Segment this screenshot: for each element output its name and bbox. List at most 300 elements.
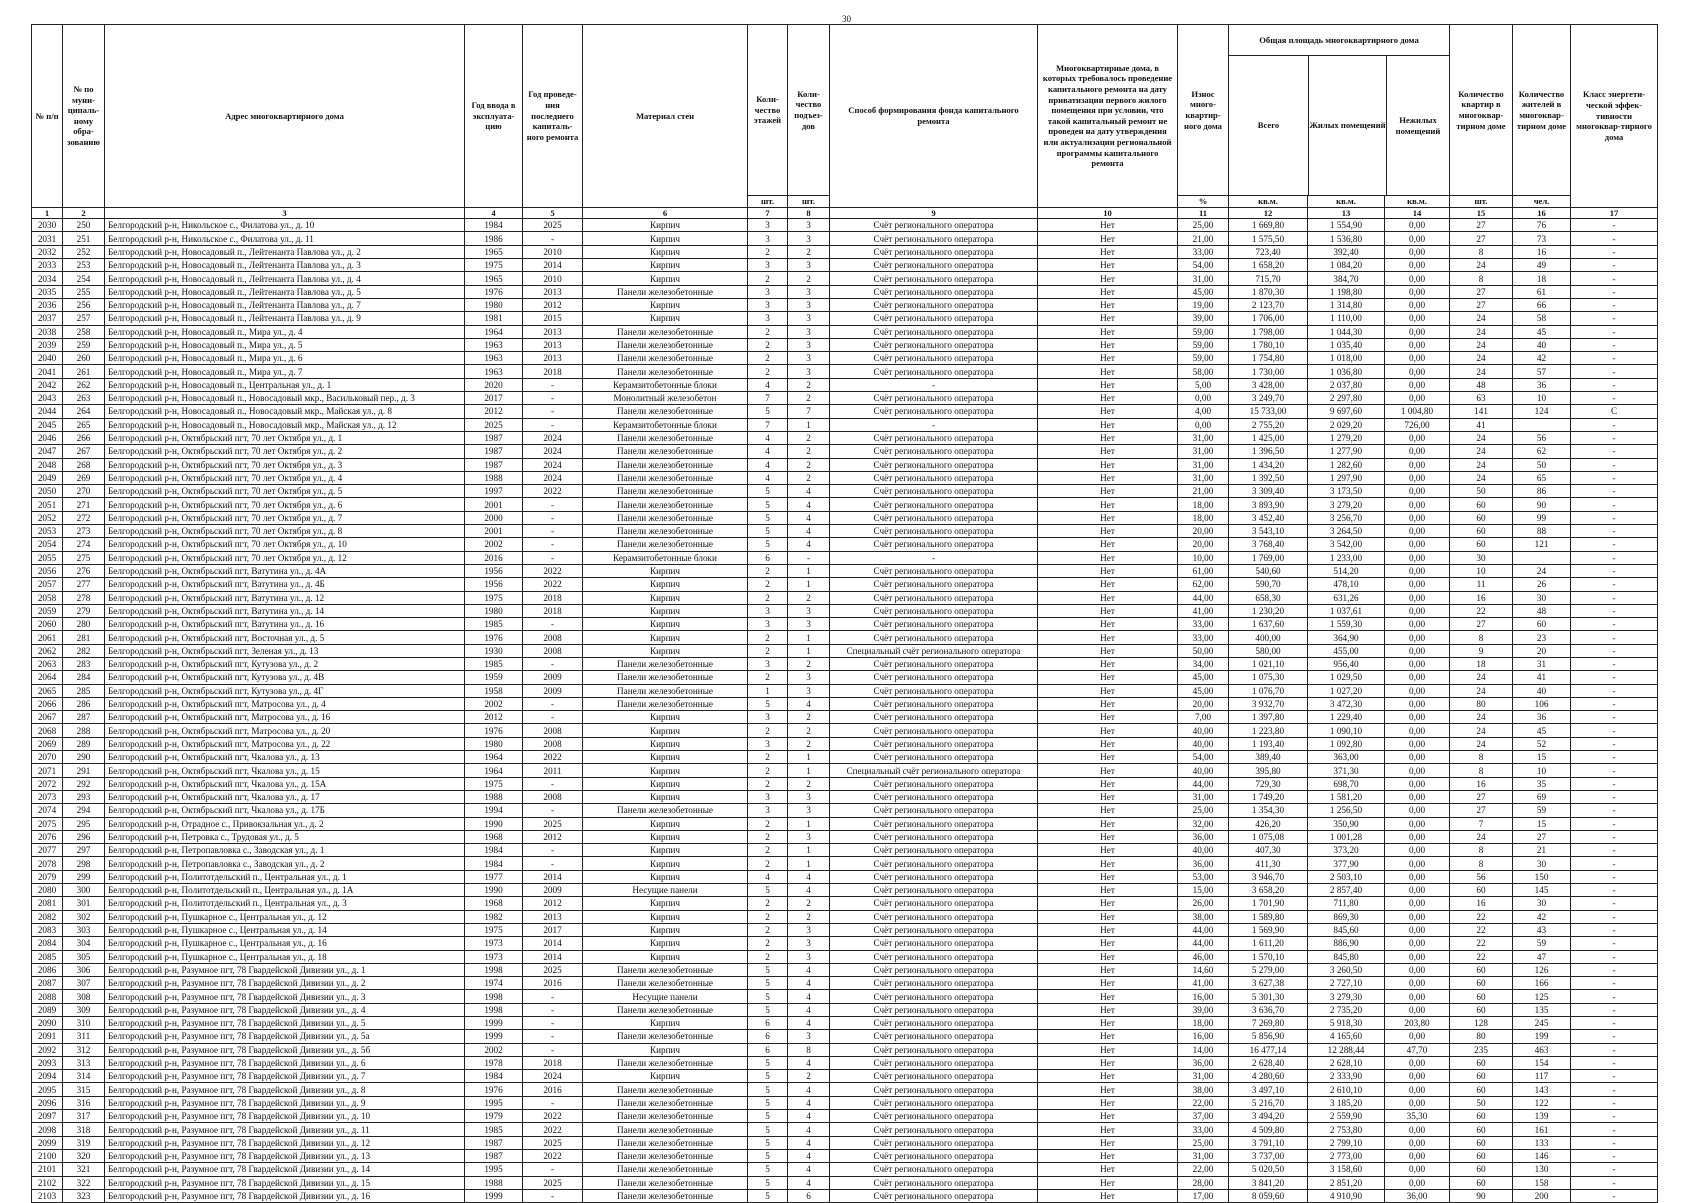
address-cell: Белгородский р-н, Разумное пгт, 78 Гвардейской Дивизии ул., д. 3 xyxy=(105,990,465,1003)
table-cell: Счёт регионального оператора xyxy=(830,857,1038,870)
table-cell: 6 xyxy=(788,1189,830,1202)
table-cell: 5 xyxy=(748,485,788,498)
table-cell: - xyxy=(1571,378,1658,391)
table-row xyxy=(32,1189,1658,1202)
table-body xyxy=(32,219,1658,1203)
table-row xyxy=(32,1110,1658,1123)
table-row xyxy=(32,245,1658,258)
address-cell: Белгородский р-н, Разумное пгт, 78 Гвардейской Дивизии ул., д. 5а xyxy=(105,1030,465,1043)
header-cell: Количество квартир в многоквар-тирном доме xyxy=(1450,25,1513,196)
address-cell: Белгородский р-н, Новосадовый п., Лейтенанта Павлова ул., д. 5 xyxy=(105,285,465,298)
table-cell: Кирпич xyxy=(583,578,748,591)
address-cell: Белгородский р-н, Разумное пгт, 78 Гвардейской Дивизии ул., д. 11 xyxy=(105,1123,465,1136)
table-cell: 0,00 xyxy=(1385,365,1450,378)
table-cell: - xyxy=(1571,697,1658,710)
table-cell: 44,00 xyxy=(1178,923,1229,936)
table-cell: 322 xyxy=(63,1176,105,1189)
table-cell: 15,00 xyxy=(1178,884,1229,897)
table-cell: 2 xyxy=(748,245,788,258)
table-cell: 4 xyxy=(788,538,830,551)
table-cell: 4 xyxy=(788,511,830,524)
table-cell: 3 xyxy=(748,657,788,670)
table-cell: 2001 xyxy=(465,498,523,511)
table-cell: 22,00 xyxy=(1178,1096,1229,1109)
table-cell: - xyxy=(523,538,583,551)
table-cell: 311 xyxy=(63,1030,105,1043)
table-cell: - xyxy=(523,378,583,391)
table-cell: Счёт регионального оператора xyxy=(830,1003,1038,1016)
table-cell: 2 628,10 xyxy=(1308,1056,1385,1069)
table-cell: - xyxy=(1571,538,1658,551)
address-cell: Белгородский р-н, Октябрьский пгт, Кутузова ул., д. 4В xyxy=(105,671,465,684)
table-cell: - xyxy=(1571,937,1658,950)
table-cell: - xyxy=(523,405,583,418)
table-cell: 63 xyxy=(1450,392,1513,405)
table-cell: - xyxy=(1571,1083,1658,1096)
table-cell: 2040 xyxy=(32,352,63,365)
table-cell: - xyxy=(1571,711,1658,724)
table-cell: Счёт регионального оператора xyxy=(830,1189,1038,1202)
table-row xyxy=(32,697,1658,710)
table-cell: 2014 xyxy=(523,259,583,272)
table-cell: 61 xyxy=(1513,285,1571,298)
address-cell: Белгородский р-н, Отрадное с., Привокзальная ул., д. 2 xyxy=(105,817,465,830)
table-cell: - xyxy=(1571,923,1658,936)
table-cell: 2025 xyxy=(523,963,583,976)
table-cell: 60 xyxy=(1450,977,1513,990)
table-cell: - xyxy=(1571,298,1658,311)
table-row xyxy=(32,1136,1658,1149)
table-cell: 1975 xyxy=(465,591,523,604)
address-cell: Белгородский р-н, Разумное пгт, 78 Гвардейской Дивизии ул., д. 12 xyxy=(105,1136,465,1149)
header-cell: № п/п xyxy=(32,25,63,208)
table-cell: 1 xyxy=(788,844,830,857)
housing-register-table xyxy=(31,24,1658,1203)
unit-cell: кв.м. xyxy=(1308,196,1385,208)
table-cell: 2000 xyxy=(465,511,523,524)
table-cell: Панели железобетонные xyxy=(583,684,748,697)
table-cell: Панели железобетонные xyxy=(583,1149,748,1162)
table-cell: 4 xyxy=(788,1110,830,1123)
table-cell: - xyxy=(1571,578,1658,591)
table-cell: 141 xyxy=(1450,405,1513,418)
table-cell: 0,00 xyxy=(1385,431,1450,444)
table-row xyxy=(32,485,1658,498)
table-cell: 161 xyxy=(1513,1123,1571,1136)
table-cell: 2008 xyxy=(523,724,583,737)
table-cell: 24 xyxy=(1450,458,1513,471)
address-cell: Белгородский р-н, Политотдельский п., Центральная ул., д. 3 xyxy=(105,897,465,910)
table-cell: - xyxy=(1571,897,1658,910)
table-row xyxy=(32,525,1658,538)
table-cell: 133 xyxy=(1513,1136,1571,1149)
table-cell: 14,60 xyxy=(1178,963,1229,976)
table-cell: 27 xyxy=(1450,618,1513,631)
table-cell: 0,00 xyxy=(1385,937,1450,950)
table-cell: 255 xyxy=(63,285,105,298)
table-cell: Панели железобетонные xyxy=(583,977,748,990)
address-cell: Белгородский р-н, Пушкарное с., Центральная ул., д. 14 xyxy=(105,923,465,936)
table-cell: 5 xyxy=(748,1123,788,1136)
table-cell: 2091 xyxy=(32,1030,63,1043)
table-cell: 1 706,00 xyxy=(1229,312,1308,325)
table-cell: - xyxy=(830,551,1038,564)
table-cell: - xyxy=(1571,1123,1658,1136)
table-cell: 1976 xyxy=(465,724,523,737)
address-cell: Белгородский р-н, Октябрьский пгт, Матросова ул., д. 20 xyxy=(105,724,465,737)
table-row xyxy=(32,431,1658,444)
table-cell: 245 xyxy=(1513,1017,1571,1030)
table-cell: Специальный счёт регионального оператора xyxy=(830,644,1038,657)
table-cell: Счёт регионального оператора xyxy=(830,578,1038,591)
table-cell: 3 xyxy=(788,259,830,272)
table-cell: 1 282,60 xyxy=(1308,458,1385,471)
table-cell: Счёт регионального оператора xyxy=(830,1149,1038,1162)
table-cell: 1994 xyxy=(465,804,523,817)
table-cell: 1 075,08 xyxy=(1229,830,1308,843)
table-cell: 294 xyxy=(63,804,105,817)
table-cell: 2 xyxy=(748,764,788,777)
table-cell: 50 xyxy=(1450,485,1513,498)
table-row xyxy=(32,445,1658,458)
table-cell: 317 xyxy=(63,1110,105,1123)
table-cell: Нет xyxy=(1038,285,1178,298)
table-cell: - xyxy=(523,1189,583,1202)
address-cell: Белгородский р-н, Пушкарное с., Центральная ул., д. 18 xyxy=(105,950,465,963)
table-cell: 15 xyxy=(1513,751,1571,764)
table-cell: Счёт регионального оператора xyxy=(830,1043,1038,1056)
table-cell: Счёт регионального оператора xyxy=(830,817,1038,830)
table-cell: - xyxy=(830,378,1038,391)
table-row xyxy=(32,764,1658,777)
table-cell: 35 xyxy=(1513,777,1571,790)
table-cell: 3 xyxy=(788,671,830,684)
table-cell: 5 xyxy=(748,498,788,511)
table-cell: 54,00 xyxy=(1178,259,1229,272)
table-cell: 2047 xyxy=(32,445,63,458)
table-cell: 279 xyxy=(63,604,105,617)
table-cell: 321 xyxy=(63,1163,105,1176)
table-row xyxy=(32,923,1658,936)
table-cell: 48 xyxy=(1513,604,1571,617)
table-cell: 1 084,20 xyxy=(1308,259,1385,272)
table-cell: 19,00 xyxy=(1178,298,1229,311)
table-cell: Кирпич xyxy=(583,897,748,910)
table-cell: 5 279,00 xyxy=(1229,963,1308,976)
table-cell: 60 xyxy=(1450,990,1513,1003)
table-cell: 58,00 xyxy=(1178,365,1229,378)
table-cell: 166 xyxy=(1513,977,1571,990)
table-cell: 301 xyxy=(63,897,105,910)
table-cell: 24 xyxy=(1450,445,1513,458)
table-cell: 715,70 xyxy=(1229,272,1308,285)
table-cell: Счёт регионального оператора xyxy=(830,1136,1038,1149)
table-cell: 0,00 xyxy=(1385,445,1450,458)
table-cell: 0,00 xyxy=(1385,990,1450,1003)
table-row xyxy=(32,578,1658,591)
table-cell: 1 075,30 xyxy=(1229,671,1308,684)
table-cell: 0,00 xyxy=(1385,857,1450,870)
table-cell: 24 xyxy=(1450,365,1513,378)
table-row xyxy=(32,511,1658,524)
table-cell: 1 090,10 xyxy=(1308,724,1385,737)
table-cell: 5 xyxy=(748,697,788,710)
table-cell: - xyxy=(523,392,583,405)
table-cell: 1964 xyxy=(465,325,523,338)
column-number-cell: 12 xyxy=(1229,207,1308,219)
table-row xyxy=(32,405,1658,418)
column-number-cell: 10 xyxy=(1038,207,1178,219)
table-cell: 1 434,20 xyxy=(1229,458,1308,471)
table-cell: 309 xyxy=(63,1003,105,1016)
table-row xyxy=(32,471,1658,484)
table-cell: - xyxy=(523,777,583,790)
table-cell: 2035 xyxy=(32,285,63,298)
table-cell: 291 xyxy=(63,764,105,777)
table-cell: 0,00 xyxy=(1385,312,1450,325)
table-cell: Счёт регионального оператора xyxy=(830,604,1038,617)
table-cell: 0,00 xyxy=(1385,232,1450,245)
address-cell: Белгородский р-н, Октябрьский пгт, 70 лет Октября ул., д. 5 xyxy=(105,485,465,498)
table-cell: Счёт регионального оператора xyxy=(830,684,1038,697)
table-cell: 0,00 xyxy=(1385,458,1450,471)
table-cell: 3 xyxy=(748,711,788,724)
table-cell: 2008 xyxy=(523,631,583,644)
table-cell: 3 xyxy=(788,604,830,617)
table-cell: 73 xyxy=(1513,232,1571,245)
table-cell: 33,00 xyxy=(1178,1123,1229,1136)
table-row xyxy=(32,751,1658,764)
table-cell: 60 xyxy=(1450,1110,1513,1123)
table-cell: 2045 xyxy=(32,418,63,431)
table-cell: 2010 xyxy=(523,245,583,258)
table-cell: Кирпич xyxy=(583,298,748,311)
table-cell: Счёт регионального оператора xyxy=(830,298,1038,311)
table-cell: Нет xyxy=(1038,1043,1178,1056)
table-cell: 2083 xyxy=(32,923,63,936)
table-cell: 3 xyxy=(748,604,788,617)
table-cell: 2014 xyxy=(523,937,583,950)
table-cell: 86 xyxy=(1513,485,1571,498)
table-row xyxy=(32,392,1658,405)
table-cell: 313 xyxy=(63,1056,105,1069)
table-cell: 4 xyxy=(788,1083,830,1096)
table-cell: - xyxy=(1571,325,1658,338)
table-cell: 2030 xyxy=(32,219,63,232)
table-cell: 0,00 xyxy=(1385,338,1450,351)
table-cell: 1 xyxy=(788,857,830,870)
table-cell: 21 xyxy=(1513,844,1571,857)
table-cell: Счёт регионального оператора xyxy=(830,737,1038,750)
table-cell: 48 xyxy=(1450,378,1513,391)
table-cell: 40,00 xyxy=(1178,764,1229,777)
table-cell: 0,00 xyxy=(1385,325,1450,338)
table-cell: Панели железобетонные xyxy=(583,538,748,551)
table-cell: 262 xyxy=(63,378,105,391)
table-cell: 1 230,20 xyxy=(1229,604,1308,617)
table-cell: 22,00 xyxy=(1178,1163,1229,1176)
table-cell: 631,26 xyxy=(1308,591,1385,604)
table-cell: 2058 xyxy=(32,591,63,604)
address-cell: Белгородский р-н, Октябрьский пгт, 70 лет Октября ул., д. 4 xyxy=(105,471,465,484)
table-cell: Несущие панели xyxy=(583,884,748,897)
table-cell: 2018 xyxy=(523,1056,583,1069)
table-cell: 2024 xyxy=(523,431,583,444)
table-cell: 5 856,90 xyxy=(1229,1030,1308,1043)
table-cell: 41 xyxy=(1513,671,1571,684)
table-cell: 303 xyxy=(63,923,105,936)
table-cell: 1988 xyxy=(465,1176,523,1189)
table-cell: 4 xyxy=(788,485,830,498)
table-cell: Кирпич xyxy=(583,1017,748,1030)
table-cell: Нет xyxy=(1038,418,1178,431)
table-cell: 47,70 xyxy=(1385,1043,1450,1056)
table-cell: 1 749,20 xyxy=(1229,790,1308,803)
table-cell: 2024 xyxy=(523,445,583,458)
table-cell: 1985 xyxy=(465,657,523,670)
table-cell: 54,00 xyxy=(1178,751,1229,764)
table-cell: 24 xyxy=(1450,325,1513,338)
table-cell: 1964 xyxy=(465,764,523,777)
table-cell: 2022 xyxy=(523,1123,583,1136)
address-cell: Белгородский р-н, Разумное пгт, 78 Гвардейской Дивизии ул., д. 15 xyxy=(105,1176,465,1189)
address-cell: Белгородский р-н, Петровка с., Трудовая ул., д. 5 xyxy=(105,830,465,843)
table-cell: 283 xyxy=(63,657,105,670)
table-cell: 2010 xyxy=(523,272,583,285)
table-cell: 2020 xyxy=(465,378,523,391)
table-cell: Счёт регионального оператора xyxy=(830,790,1038,803)
table-cell: 0,00 xyxy=(1385,1003,1450,1016)
table-cell: Нет xyxy=(1038,923,1178,936)
table-cell: 0,00 xyxy=(1385,272,1450,285)
table-cell: Нет xyxy=(1038,1136,1178,1149)
table-cell: 135 xyxy=(1513,1003,1571,1016)
table-cell: 1975 xyxy=(465,259,523,272)
address-cell: Белгородский р-н, Октябрьский пгт, 70 лет Октября ул., д. 3 xyxy=(105,458,465,471)
table-cell: 3 xyxy=(788,298,830,311)
column-number-cell: 3 xyxy=(105,207,465,219)
table-cell: 0,00 xyxy=(1385,830,1450,843)
table-cell: 1 110,00 xyxy=(1308,312,1385,325)
table-cell: 2036 xyxy=(32,298,63,311)
table-cell: 76 xyxy=(1513,219,1571,232)
table-cell: 31,00 xyxy=(1178,471,1229,484)
table-cell: 1 559,30 xyxy=(1308,618,1385,631)
table-cell: 26,00 xyxy=(1178,897,1229,910)
table-cell: 39,00 xyxy=(1178,1003,1229,1016)
table-cell: 2 xyxy=(748,352,788,365)
table-cell: 10 xyxy=(1450,564,1513,577)
table-cell: 16,00 xyxy=(1178,1030,1229,1043)
table-cell: 2099 xyxy=(32,1136,63,1149)
table-cell: 3 264,50 xyxy=(1308,525,1385,538)
table-cell: Счёт регионального оператора xyxy=(830,844,1038,857)
table-cell: 0,00 xyxy=(1385,897,1450,910)
table-row xyxy=(32,724,1658,737)
header-cell: № по муни-ципаль-ному обра-зованию xyxy=(63,25,105,208)
table-cell: Кирпич xyxy=(583,591,748,604)
table-cell: 20,00 xyxy=(1178,697,1229,710)
table-cell: 50 xyxy=(1513,458,1571,471)
table-cell: 24 xyxy=(1450,684,1513,697)
address-cell: Белгородский р-н, Разумное пгт, 78 Гвардейской Дивизии ул., д. 16 xyxy=(105,1189,465,1202)
table-cell: 0,00 xyxy=(1385,684,1450,697)
table-cell: 1 314,80 xyxy=(1308,298,1385,311)
table-cell: 2079 xyxy=(32,870,63,883)
table-cell: 1998 xyxy=(465,990,523,1003)
table-cell: 1976 xyxy=(465,631,523,644)
table-row xyxy=(32,378,1658,391)
table-cell: 371,30 xyxy=(1308,764,1385,777)
table-cell: - xyxy=(1571,352,1658,365)
table-cell: Панели железобетонные xyxy=(583,485,748,498)
table-cell: 1978 xyxy=(465,1056,523,1069)
table-cell: Счёт регионального оператора xyxy=(830,990,1038,1003)
table-cell: 250 xyxy=(63,219,105,232)
table-cell: Кирпич xyxy=(583,950,748,963)
table-cell: 2 xyxy=(748,857,788,870)
table-cell: 2012 xyxy=(465,711,523,724)
table-row xyxy=(32,1070,1658,1083)
table-cell: Нет xyxy=(1038,551,1178,564)
table-cell: 2 xyxy=(788,245,830,258)
table-cell: Нет xyxy=(1038,697,1178,710)
table-cell: Нет xyxy=(1038,338,1178,351)
table-cell: - xyxy=(523,1030,583,1043)
table-cell: - xyxy=(1571,910,1658,923)
table-cell: 1 256,50 xyxy=(1308,804,1385,817)
table-cell: 27 xyxy=(1450,219,1513,232)
table-cell: 20 xyxy=(1513,644,1571,657)
table-cell: Нет xyxy=(1038,298,1178,311)
table-cell: 292 xyxy=(63,777,105,790)
table-cell: Счёт регионального оператора xyxy=(830,977,1038,990)
table-cell: 2086 xyxy=(32,963,63,976)
table-cell: 3 xyxy=(788,232,830,245)
table-cell: 314 xyxy=(63,1070,105,1083)
table-row xyxy=(32,219,1658,232)
table-cell: 1 536,80 xyxy=(1308,232,1385,245)
table-cell: 61,00 xyxy=(1178,564,1229,577)
table-cell: 2013 xyxy=(523,910,583,923)
table-cell: Кирпич xyxy=(583,724,748,737)
table-cell: Счёт регионального оператора xyxy=(830,1083,1038,1096)
table-cell: 3 xyxy=(788,937,830,950)
table-cell: 2022 xyxy=(523,1110,583,1123)
table-cell: 2089 xyxy=(32,1003,63,1016)
table-cell: 69 xyxy=(1513,790,1571,803)
table-cell: 62 xyxy=(1513,445,1571,458)
table-cell: 24 xyxy=(1450,830,1513,843)
table-cell: 3 791,10 xyxy=(1229,1136,1308,1149)
table-cell: - xyxy=(1571,604,1658,617)
table-cell: 1 279,20 xyxy=(1308,431,1385,444)
table-cell: 1963 xyxy=(465,338,523,351)
table-cell: 56 xyxy=(1450,870,1513,883)
table-cell: 4 xyxy=(748,378,788,391)
table-cell: 7 xyxy=(748,392,788,405)
table-cell: 5 xyxy=(748,1189,788,1202)
table-cell: 658,30 xyxy=(1229,591,1308,604)
table-cell: 2 xyxy=(748,777,788,790)
table-cell: 34,00 xyxy=(1178,657,1229,670)
table-cell: 1987 xyxy=(465,458,523,471)
table-cell: Панели железобетонные xyxy=(583,498,748,511)
table-cell: 5 xyxy=(748,1110,788,1123)
table-row xyxy=(32,551,1658,564)
table-cell: 1 425,00 xyxy=(1229,431,1308,444)
table-cell: 0,00 xyxy=(1385,538,1450,551)
